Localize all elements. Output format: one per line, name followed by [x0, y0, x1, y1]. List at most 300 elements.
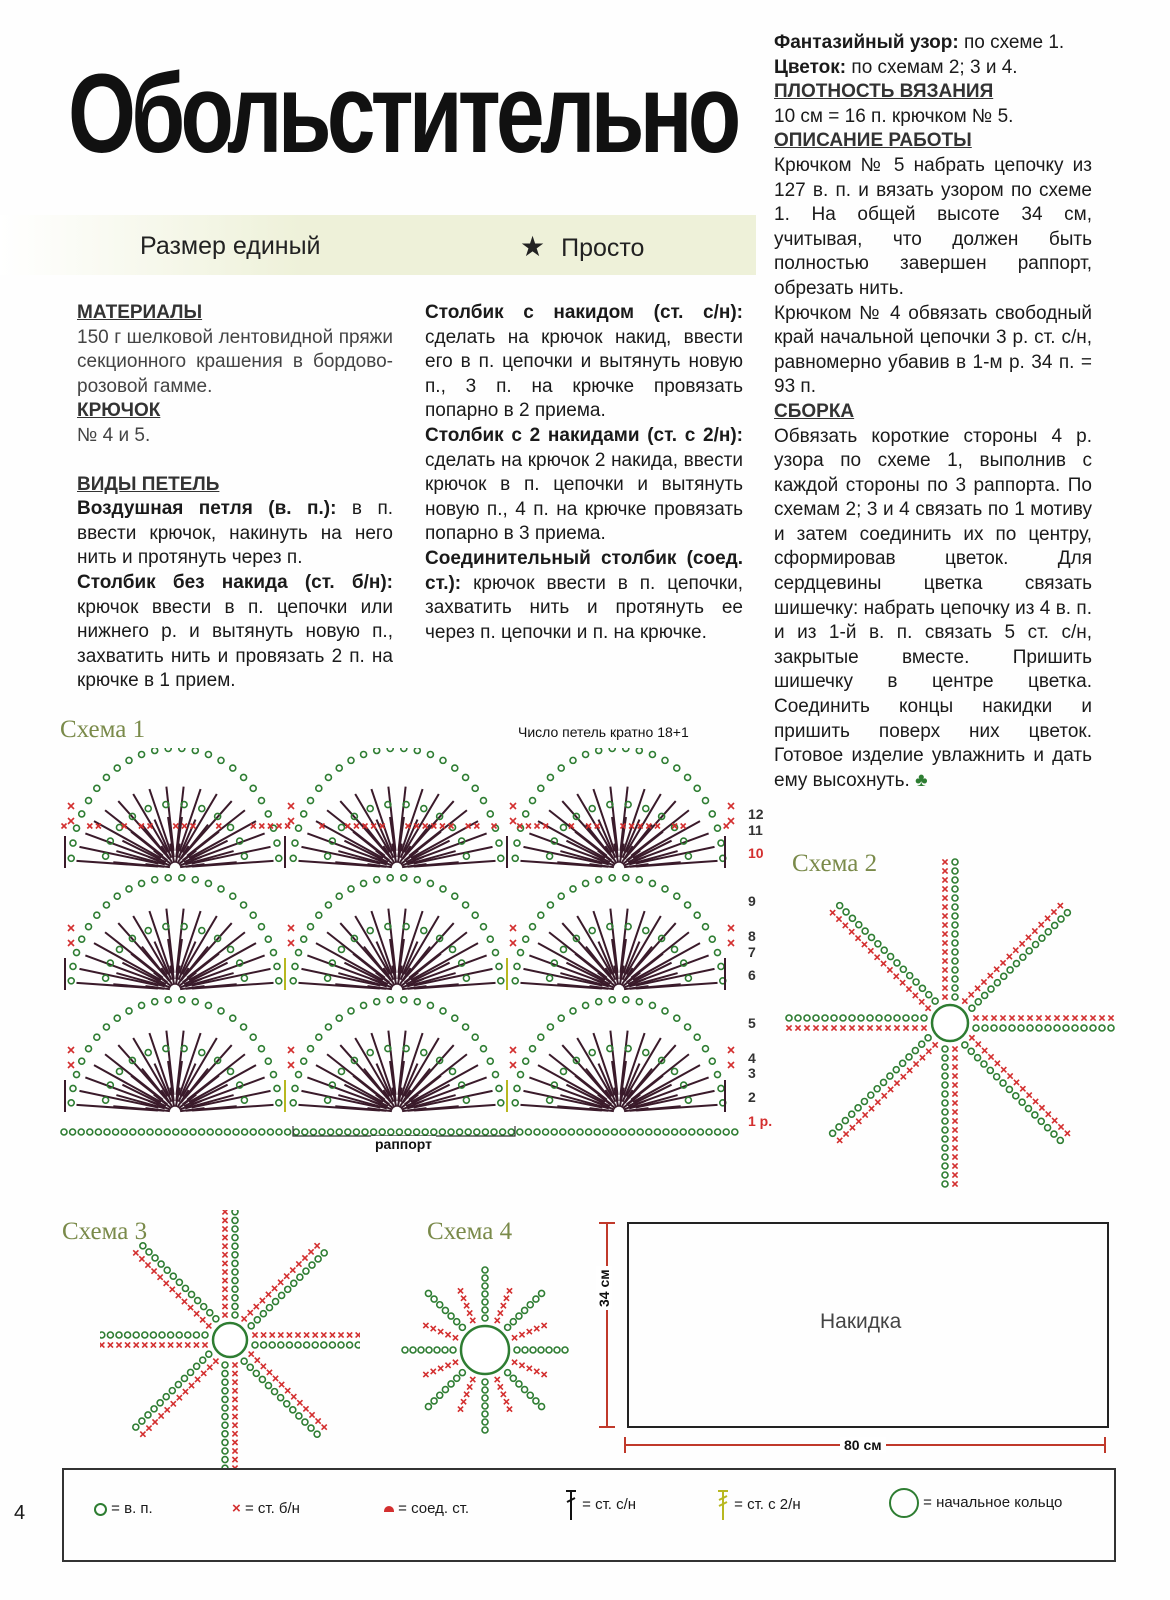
rapport-bracket: [293, 1126, 515, 1136]
single-crochet: [152, 1419, 157, 1424]
single-crochet: [354, 824, 359, 829]
single-crochet: [942, 958, 947, 963]
chain-stitch: [401, 875, 407, 881]
chain-stitch: [388, 1129, 394, 1135]
chain-stitch: [1058, 916, 1064, 922]
chain-stitch: [308, 1046, 314, 1052]
single-crochet: [1020, 941, 1025, 946]
single-crochet: [173, 824, 178, 829]
chain-stitch: [952, 958, 958, 964]
chain-stitch: [309, 1262, 315, 1268]
chain-stitch: [165, 875, 171, 881]
single-crochet: [222, 1235, 227, 1240]
single-crochet: [222, 1244, 227, 1249]
chain-stitch: [152, 877, 158, 883]
single-crochet: [795, 1025, 800, 1030]
single-crochet: [988, 1054, 993, 1059]
chain-stitch: [86, 924, 92, 930]
chain-stitch: [248, 1323, 254, 1329]
single-crochet: [139, 1256, 144, 1261]
chain-stitch: [994, 980, 1000, 986]
single-crochet: [309, 1412, 314, 1417]
chain-stitch: [452, 765, 458, 771]
chain-stitch: [894, 1015, 900, 1021]
single-crochet: [177, 1342, 182, 1347]
chain-stitch: [266, 1305, 272, 1311]
single-crochet: [232, 1362, 237, 1367]
single-crochet: [170, 1287, 175, 1292]
chain-stitch: [887, 1073, 893, 1079]
chain-stitch: [442, 1387, 448, 1393]
chain-stitch: [269, 1342, 275, 1348]
chain-stitch: [643, 806, 649, 812]
row-number: 6: [748, 967, 756, 983]
chain-stitch: [440, 886, 446, 892]
single-crochet: [975, 986, 980, 991]
chain-stitch: [374, 999, 380, 1005]
chain-stitch: [232, 1210, 238, 1215]
chain-stitch: [308, 798, 314, 804]
chain-stitch: [205, 751, 211, 757]
single-crochet: [952, 1154, 957, 1159]
single-crochet: [222, 1252, 227, 1257]
chain-stitch: [514, 840, 520, 846]
chain-stitch: [523, 936, 529, 942]
single-crochet: [445, 1332, 450, 1337]
single-crochet: [885, 1025, 890, 1030]
chain-stitch: [454, 1319, 460, 1325]
chain-stitch: [843, 909, 849, 915]
single-crochet: [308, 1249, 313, 1254]
work-heading: ОПИСАНИЕ РАБОТЫ: [774, 130, 972, 152]
single-crochet: [185, 1342, 190, 1347]
starting-ring: [461, 1326, 509, 1374]
chain-stitch: [74, 825, 80, 831]
chain-stitch: [474, 1129, 480, 1135]
chain-stitch: [662, 1008, 668, 1014]
chain-stitch: [421, 806, 427, 812]
single-crochet: [510, 925, 516, 931]
chain-stitch: [487, 1058, 493, 1064]
chain-stitch: [114, 765, 120, 771]
chain-stitch: [533, 1296, 539, 1302]
chain-stitch: [410, 1347, 416, 1353]
single-crochet: [458, 1288, 463, 1293]
chain-stitch: [596, 748, 602, 754]
chain-stitch: [371, 1129, 377, 1135]
single-crochet: [942, 877, 947, 882]
chain-stitch: [387, 875, 393, 881]
chain-stitch: [709, 936, 715, 942]
legend-box: [62, 1468, 1116, 1562]
chain-stitch: [463, 975, 469, 981]
chain-stitch: [795, 1015, 801, 1021]
chain-stitch: [1063, 1025, 1069, 1031]
chain-stitch: [981, 1061, 987, 1067]
single-crochet: [440, 824, 445, 829]
legend-sbn: [232, 1500, 300, 1517]
chain-stitch: [325, 1097, 331, 1103]
row-number: 5: [748, 1015, 756, 1031]
chain-stitch: [176, 1279, 182, 1285]
chain-stitch: [427, 751, 433, 757]
single-crochet: [68, 940, 74, 946]
star-icon: ★: [520, 231, 546, 262]
chain-stitch: [952, 994, 958, 1000]
row-number: 10: [748, 845, 764, 861]
single-crochet: [942, 922, 947, 927]
chain-stitch: [510, 1319, 516, 1325]
chain-stitch: [116, 1332, 122, 1338]
single-crochet: [87, 824, 92, 829]
single-crochet: [1033, 1099, 1038, 1104]
chain-stitch: [222, 1388, 228, 1394]
chain-stitch: [338, 946, 344, 952]
single-crochet: [467, 1310, 472, 1315]
chain-stitch: [434, 1347, 440, 1353]
pattern-term: Фантазийный узор:: [774, 32, 959, 53]
chain-stitch: [152, 748, 158, 754]
chain-stitch: [893, 1067, 899, 1073]
single-crochet: [1001, 1067, 1006, 1072]
single-crochet: [255, 1358, 260, 1363]
chain-stitch: [480, 924, 486, 930]
single-crochet: [850, 1125, 855, 1130]
chain-stitch: [146, 1249, 152, 1255]
single-crochet: [100, 1342, 104, 1347]
chain-stitch: [425, 1290, 431, 1296]
chain-stitch: [991, 1025, 997, 1031]
chain-stitch: [228, 1068, 234, 1074]
chain-stitch: [942, 1073, 948, 1079]
chain-stitch: [603, 1129, 609, 1135]
chain-stitch: [685, 902, 691, 908]
single-crochet: [512, 1360, 517, 1365]
chain-stitch: [336, 1015, 342, 1021]
chain-stitch: [194, 1363, 200, 1369]
single-crochet: [151, 1269, 156, 1274]
chain-stitch: [1001, 973, 1007, 979]
single-crochet: [501, 1392, 506, 1397]
chain-stitch: [492, 1072, 498, 1078]
chain-stitch: [252, 1342, 258, 1348]
single-crochet: [188, 1305, 193, 1310]
chain-stitch: [523, 1058, 529, 1064]
single-crochet: [248, 1310, 253, 1315]
chain-stitch: [697, 1129, 703, 1135]
chain-stitch: [732, 1129, 738, 1135]
single-crochet: [952, 1163, 957, 1168]
chain-stitch: [482, 1129, 488, 1135]
chain-stitch: [233, 1129, 239, 1135]
chain-stitch: [539, 1290, 545, 1296]
chain-stitch: [881, 1079, 887, 1085]
single-crochet: [222, 1278, 227, 1283]
single-crochet: [222, 1261, 227, 1266]
chain-stitch: [685, 774, 691, 780]
sbn-term: Столбик без накида (ст. б/н):: [77, 571, 393, 593]
single-crochet: [991, 1015, 996, 1020]
single-crochet: [194, 1311, 199, 1316]
single-crochet: [182, 1299, 187, 1304]
chain-stitch: [199, 928, 205, 934]
chain-stitch: [583, 1002, 589, 1008]
single-crochet: [134, 1342, 139, 1347]
single-crochet: [952, 1100, 957, 1105]
chain-stitch: [952, 967, 958, 973]
single-crochet: [347, 1332, 352, 1337]
chain-stitch: [276, 978, 282, 984]
chain-stitch: [680, 1129, 686, 1135]
chain-stitch: [709, 811, 715, 817]
chain-stitch: [152, 999, 158, 1005]
chain-stitch: [583, 880, 589, 886]
chain-stitch: [482, 1299, 488, 1305]
schema3-diagram: [100, 1210, 360, 1470]
chain-stitch: [79, 811, 85, 817]
chain-stitch: [232, 1243, 238, 1249]
chain-stitch: [1033, 942, 1039, 948]
legend-sc: [384, 1500, 469, 1517]
single-crochet: [942, 985, 947, 990]
chain-stitch: [250, 1034, 256, 1040]
schema4-title: Схема 4: [427, 1218, 513, 1245]
hook-heading: КРЮЧОК: [77, 400, 161, 422]
single-crochet: [330, 1332, 335, 1337]
chain-stitch: [414, 748, 420, 754]
chain-stitch: [150, 1332, 156, 1338]
chain-stitch: [325, 853, 331, 859]
chain-stitch: [942, 1172, 948, 1178]
chain-stitch: [431, 1398, 437, 1404]
single-crochet: [1045, 1015, 1050, 1020]
single-crochet: [952, 1136, 957, 1141]
chain-stitch: [387, 997, 393, 1003]
chain-stitch: [560, 824, 566, 830]
single-crochet: [285, 1388, 290, 1393]
chain-stitch: [685, 1097, 691, 1103]
chain-stitch: [142, 1332, 148, 1338]
chain-stitch: [952, 940, 958, 946]
single-crochet: [313, 1332, 318, 1337]
chain-stitch: [168, 1332, 174, 1338]
single-crochet: [1072, 1015, 1077, 1020]
single-crochet: [849, 1025, 854, 1030]
row-number: 9: [748, 893, 756, 909]
single-crochet: [969, 992, 974, 997]
single-crochet: [813, 1025, 818, 1030]
slip-stitch-icon: [384, 1506, 394, 1512]
chain-stitch: [942, 1181, 948, 1187]
chain-stitch: [1072, 1025, 1078, 1031]
chain-stitch: [448, 1129, 454, 1135]
chain-stitch: [179, 748, 185, 751]
chain-stitch: [367, 1050, 373, 1056]
single-crochet: [158, 1275, 163, 1280]
chain-stitch: [459, 1370, 465, 1376]
chain-stitch: [192, 999, 198, 1005]
single-crochet: [68, 818, 74, 824]
chain-stitch: [347, 1342, 353, 1348]
chain-stitch: [558, 893, 564, 899]
single-crochet: [270, 1332, 275, 1337]
single-crochet: [116, 1342, 121, 1347]
chain-stitch: [216, 1129, 222, 1135]
chain-stitch: [199, 1050, 205, 1056]
single-crochet: [125, 1342, 130, 1347]
chain-stitch: [496, 840, 502, 846]
single-crochet: [942, 949, 947, 954]
single-crochet: [881, 961, 886, 966]
chain-stitch: [278, 1395, 284, 1401]
chain-stitch: [284, 1401, 290, 1407]
single-crochet: [232, 1371, 237, 1376]
single-crochet: [431, 1369, 436, 1374]
single-crochet: [68, 803, 74, 809]
chain-stitch: [222, 1362, 228, 1368]
chain-stitch: [533, 1398, 539, 1404]
single-crochet: [108, 1342, 113, 1347]
chain-stitch: [396, 1129, 402, 1135]
chain-stitch: [480, 1046, 486, 1052]
chain-stitch: [145, 1412, 151, 1418]
chain-stitch: [452, 893, 458, 899]
single-crochet: [504, 1296, 509, 1301]
chain-stitch: [218, 1008, 224, 1014]
single-crochet: [875, 955, 880, 960]
chain-stitch: [975, 1055, 981, 1061]
chain-stitch: [157, 1400, 163, 1406]
chain-stitch: [804, 1015, 810, 1021]
single-crochet: [901, 1074, 906, 1079]
chain-stitch: [518, 950, 524, 956]
single-crochet: [252, 1332, 257, 1337]
chain-stitch: [139, 1418, 145, 1424]
single-crochet: [952, 1073, 957, 1078]
chain-stitch: [952, 895, 958, 901]
single-crochet: [1090, 1015, 1095, 1020]
single-crochet: [728, 925, 734, 931]
single-crochet: [906, 986, 911, 991]
chain-stitch: [222, 1448, 228, 1454]
chain-stitch: [94, 912, 100, 918]
single-crochet: [942, 913, 947, 918]
chain-stitch: [849, 1015, 855, 1021]
single-crochet: [461, 1296, 466, 1301]
single-crochet: [510, 1062, 516, 1068]
chain-stitch: [242, 1129, 248, 1135]
chain-stitch: [538, 1347, 544, 1353]
chain-stitch: [530, 798, 536, 804]
single-crochet: [338, 1332, 343, 1337]
chain-stitch: [463, 1024, 469, 1030]
chain-stitch: [482, 1307, 488, 1313]
chain-stitch: [188, 1369, 194, 1375]
materials-heading: МАТЕРИАЛЫ: [77, 302, 203, 323]
single-crochet: [1058, 903, 1063, 908]
chain-stitch: [414, 999, 420, 1005]
single-crochet: [68, 1062, 74, 1068]
chain-stitch: [514, 1085, 520, 1091]
chain-stitch: [312, 1342, 318, 1348]
chain-stitch: [1027, 1025, 1033, 1031]
single-crochet: [843, 1131, 848, 1136]
single-crochet: [952, 1046, 957, 1051]
chain-stitch: [440, 757, 446, 763]
single-crochet: [952, 1118, 957, 1123]
single-crochet: [288, 803, 294, 809]
chain-stitch: [912, 1015, 918, 1021]
chain-stitch: [636, 877, 642, 883]
chain-stitch: [856, 922, 862, 928]
single-crochet: [438, 1366, 443, 1371]
chain-stitch: [1019, 1099, 1025, 1105]
single-crochet: [1051, 909, 1056, 914]
vp-term: Воздушная петля (в. п.):: [77, 498, 337, 520]
chain-stitch: [121, 1129, 127, 1135]
stitches-heading: ВИДЫ ПЕТЕЛЬ: [77, 473, 220, 495]
chain-stitch: [596, 999, 602, 1005]
single-crochet: [942, 976, 947, 981]
row-number: 3: [748, 1065, 756, 1081]
single-crochet: [287, 1332, 292, 1337]
single-crochet: [894, 974, 899, 979]
chain-stitch: [301, 811, 307, 817]
chain-stitch: [418, 1347, 424, 1353]
chain-stitch: [202, 1332, 208, 1338]
chain-stitch: [674, 1015, 680, 1021]
chain-stitch: [714, 950, 720, 956]
starting-ring: [932, 1005, 968, 1041]
chain-stitch: [508, 1129, 514, 1135]
chain-stitch: [290, 855, 296, 861]
chain-stitch: [182, 1285, 188, 1291]
chain-stitch: [325, 774, 331, 780]
chain-stitch: [230, 1015, 236, 1021]
single-crochet: [681, 824, 686, 829]
chain-stitch: [241, 1024, 247, 1030]
chain-stitch: [405, 1129, 411, 1135]
chain-stitch: [1018, 1025, 1024, 1031]
chain-stitch: [138, 1129, 144, 1135]
chain-stitch: [116, 1068, 122, 1074]
chain-stitch: [145, 928, 151, 934]
chain-stitch: [338, 824, 344, 830]
chain-stitch: [952, 886, 958, 892]
single-crochet: [981, 979, 986, 984]
page-title: Обольстительно: [68, 51, 737, 176]
chain-stitch: [527, 1392, 533, 1398]
chain-stitch: [500, 1129, 506, 1135]
chain-stitch: [301, 1058, 307, 1064]
row-number: 11: [748, 822, 763, 838]
single-crochet: [952, 1109, 957, 1114]
chain-stitch: [440, 1008, 446, 1014]
chain-stitch: [1081, 1025, 1087, 1031]
chain-stitch: [982, 992, 988, 998]
chain-stitch: [321, 1250, 327, 1256]
schema2-title: Схема 2: [792, 850, 878, 877]
chain-stitch: [292, 840, 298, 846]
chain-stitch: [1045, 929, 1051, 935]
single-crochet: [470, 1377, 475, 1382]
chain-stitch: [894, 960, 900, 966]
single-crochet: [912, 1025, 917, 1030]
chain-stitch: [482, 1387, 488, 1393]
rapport-label: раппорт: [371, 1136, 436, 1152]
legend-sc-text: = соед. ст.: [398, 1500, 470, 1517]
chain-stitch: [723, 1129, 729, 1135]
